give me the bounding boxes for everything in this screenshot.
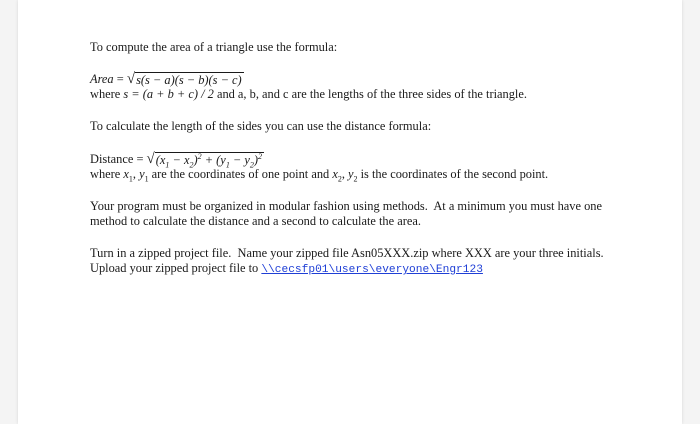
coord-sub: 1	[128, 174, 133, 184]
distance-formula-radical	[147, 152, 264, 167]
area-formula-lhs: Area	[90, 71, 114, 86]
distance-formula-equals: =	[133, 151, 147, 166]
where-s-suffix: and a, b, and c are the lengths of the three sides of the triangle.	[213, 87, 527, 101]
modular-paragraph: Your program must be organized in modular fashion using methods. At a minimum you must have one method to calculate the distance and a second to calculate the area.	[90, 199, 606, 228]
radicand-exponent: 2	[258, 151, 263, 161]
document-body	[90, 40, 630, 278]
intro-text: To compute the area of a triangle use the formula:	[90, 40, 338, 54]
radicand-sub: 2	[249, 159, 254, 169]
radicand-part: )	[253, 152, 259, 167]
radicand-sub: 2	[189, 159, 194, 169]
upload-path-link[interactable]: \\cecsfp01\users\everyone\Engr123	[261, 264, 483, 276]
radicand-part: )	[193, 152, 198, 167]
distance-formula-lhs: Distance	[90, 151, 134, 166]
square-root-icon: √	[146, 150, 155, 167]
radicand-exponent: 2	[197, 151, 202, 161]
distance-formula-radicand	[155, 152, 264, 167]
area-formula-radicand: s(s − a)(s − b)(s − c)	[136, 72, 242, 87]
turnin-paragraph	[90, 246, 630, 278]
coord-var: y	[139, 167, 145, 181]
radicand-part: + (y	[201, 152, 226, 167]
turnin-text: Turn in a zipped project file. Name your zipped file Asn05XXX.zip where XXX are your three initials. Upload your zipped project file to	[90, 246, 610, 275]
where-s-prefix: where	[90, 87, 124, 101]
radicand-part: − x	[169, 152, 190, 167]
coord-sub: 2	[353, 174, 358, 184]
distance-formula	[90, 151, 630, 167]
radicand-part: (x	[155, 152, 166, 167]
radicand-sub: 1	[225, 159, 230, 169]
coord-var: x	[332, 167, 338, 181]
coord-sub: 2	[337, 174, 342, 184]
coord-var: y	[348, 167, 354, 181]
area-formula	[90, 71, 630, 87]
where-coords-suffix: is the coordinates of the second point.	[357, 167, 549, 181]
document-page	[18, 0, 682, 424]
where-s-formula: s = (a + b + c) / 2	[123, 87, 214, 101]
distance-intro-text: To calculate the length of the sides you can use the distance formula:	[90, 119, 432, 133]
coord-sep: ,	[132, 167, 140, 181]
area-formula-equals: =	[113, 71, 127, 86]
where-coords-line	[90, 167, 630, 182]
square-root-icon: √	[126, 70, 136, 87]
coord-var: x	[123, 167, 129, 181]
where-s-line	[90, 87, 630, 102]
radicand-sub: 1	[165, 159, 170, 169]
where-coords-mid: are the coordinates of one point and	[148, 167, 333, 181]
area-formula-radical	[127, 72, 244, 87]
coord-sub: 1	[144, 174, 149, 184]
coord-sep: ,	[341, 167, 349, 181]
radicand-part: − y	[229, 152, 250, 167]
where-coords-prefix: where	[90, 167, 124, 181]
